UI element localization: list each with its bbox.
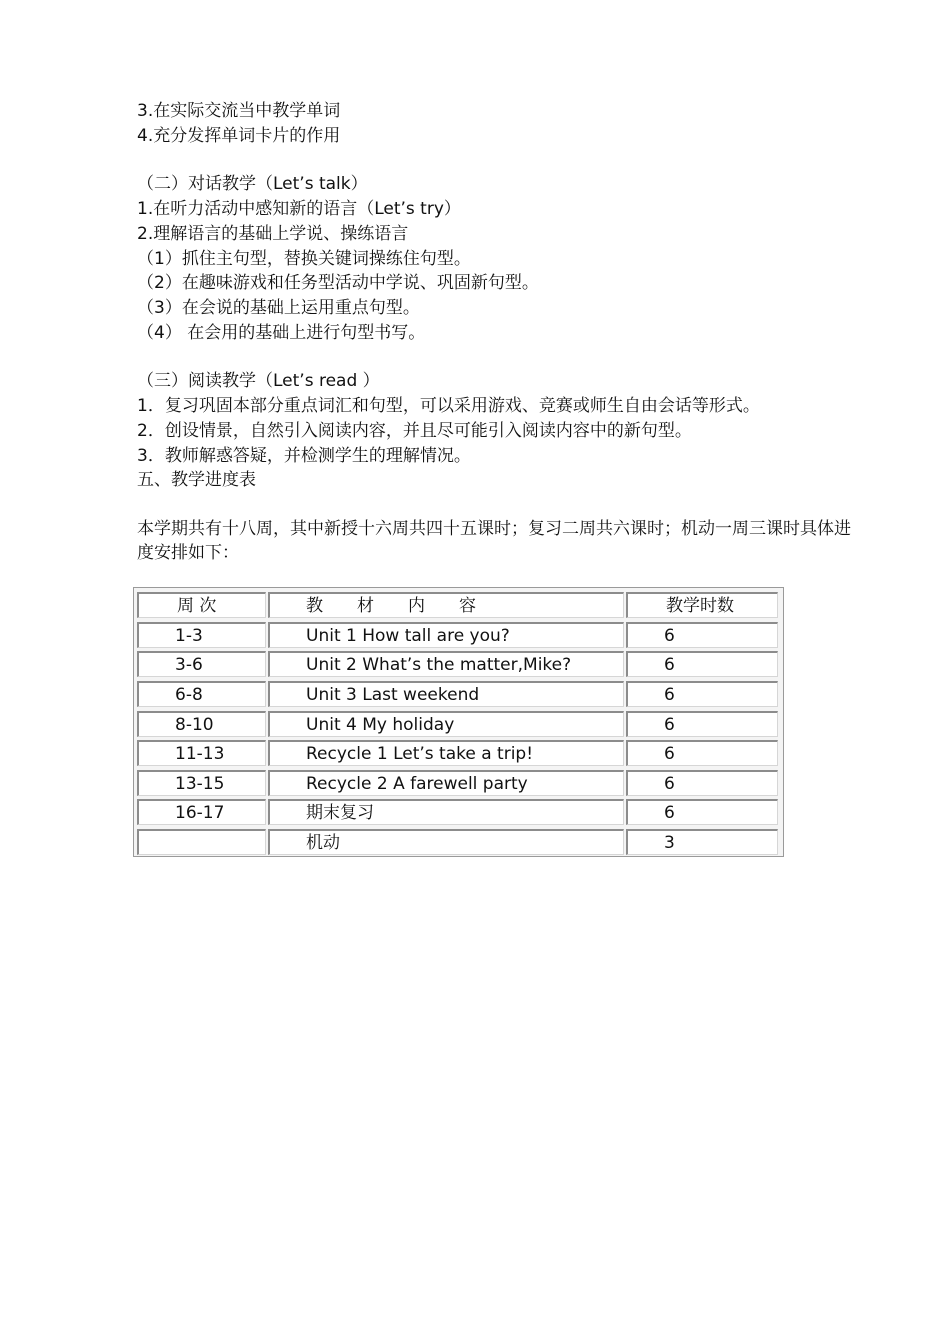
table-cell-hours: 6	[626, 740, 778, 766]
text-line: 1．复习巩固本部分重点词汇和句型，可以采用游戏、竞赛或师生自由会话等形式。	[137, 396, 760, 416]
schedule-table	[133, 587, 784, 857]
table-cell-content: Recycle 1 Let’s take a trip!	[268, 740, 624, 766]
table-cell-week: 1-3	[137, 622, 266, 648]
text-line: 2.理解语言的基础上学说、操练语言	[137, 224, 409, 244]
table-cell-week	[137, 829, 266, 855]
table-header-week: 周 次	[137, 592, 266, 618]
text-line: （2）在趣味游戏和任务型活动中学说、巩固新句型。	[137, 273, 539, 293]
table-cell-content: Recycle 2 A farewell party	[268, 770, 624, 796]
table-header-hours: 教学时数	[626, 592, 778, 618]
table-cell-content: 期末复习	[268, 799, 624, 825]
table-cell-content: 机动	[268, 829, 624, 855]
table-cell-content: Unit 2 What’s the matter,Mike?	[268, 651, 624, 677]
table-cell-week: 6-8	[137, 681, 266, 707]
table-cell-week: 11-13	[137, 740, 266, 766]
schedule-intro-paragraph: 本学期共有十八周，其中新授十六周共四十五课时；复习二周共六课时；机动一周三课时具体进度安排如下：	[137, 519, 851, 563]
table-cell-content: Unit 1 How tall are you?	[268, 622, 624, 648]
table-header-content: 教 材 内 容	[268, 592, 624, 618]
text-line: 1.在听力活动中感知新的语言（Let’s try）	[137, 199, 461, 219]
table-cell-hours: 3	[626, 829, 778, 855]
table-cell-hours: 6	[626, 622, 778, 648]
text-line: 4.充分发挥单词卡片的作用	[137, 126, 341, 146]
text-line: 2．创设情景，自然引入阅读内容，并且尽可能引入阅读内容中的新句型。	[137, 421, 692, 441]
table-cell-hours: 6	[626, 711, 778, 737]
table-cell-hours: 6	[626, 681, 778, 707]
text-line: （3）在会说的基础上运用重点句型。	[137, 298, 420, 318]
table-cell-week: 13-15	[137, 770, 266, 796]
table-cell-hours: 6	[626, 770, 778, 796]
text-line: 3．教师解惑答疑，并检测学生的理解情况。	[137, 446, 471, 466]
table-cell-hours: 6	[626, 651, 778, 677]
text-line: （1）抓住主句型，替换关键词操练住句型。	[137, 249, 471, 269]
table-cell-content: Unit 3 Last weekend	[268, 681, 624, 707]
section-heading-schedule: 五、教学进度表	[137, 470, 256, 490]
section-heading-dialogue: （二）对话教学（Let’s talk）	[137, 174, 368, 194]
table-cell-week: 16-17	[137, 799, 266, 825]
table-cell-week: 8-10	[137, 711, 266, 737]
table-cell-hours: 6	[626, 799, 778, 825]
text-line: 3.在实际交流当中教学单词	[137, 101, 341, 121]
table-cell-content: Unit 4 My holiday	[268, 711, 624, 737]
section-heading-reading: （三）阅读教学（Let’s read ）	[137, 371, 380, 391]
text-line: （4） 在会用的基础上进行句型书写。	[137, 323, 426, 343]
table-cell-week: 3-6	[137, 651, 266, 677]
